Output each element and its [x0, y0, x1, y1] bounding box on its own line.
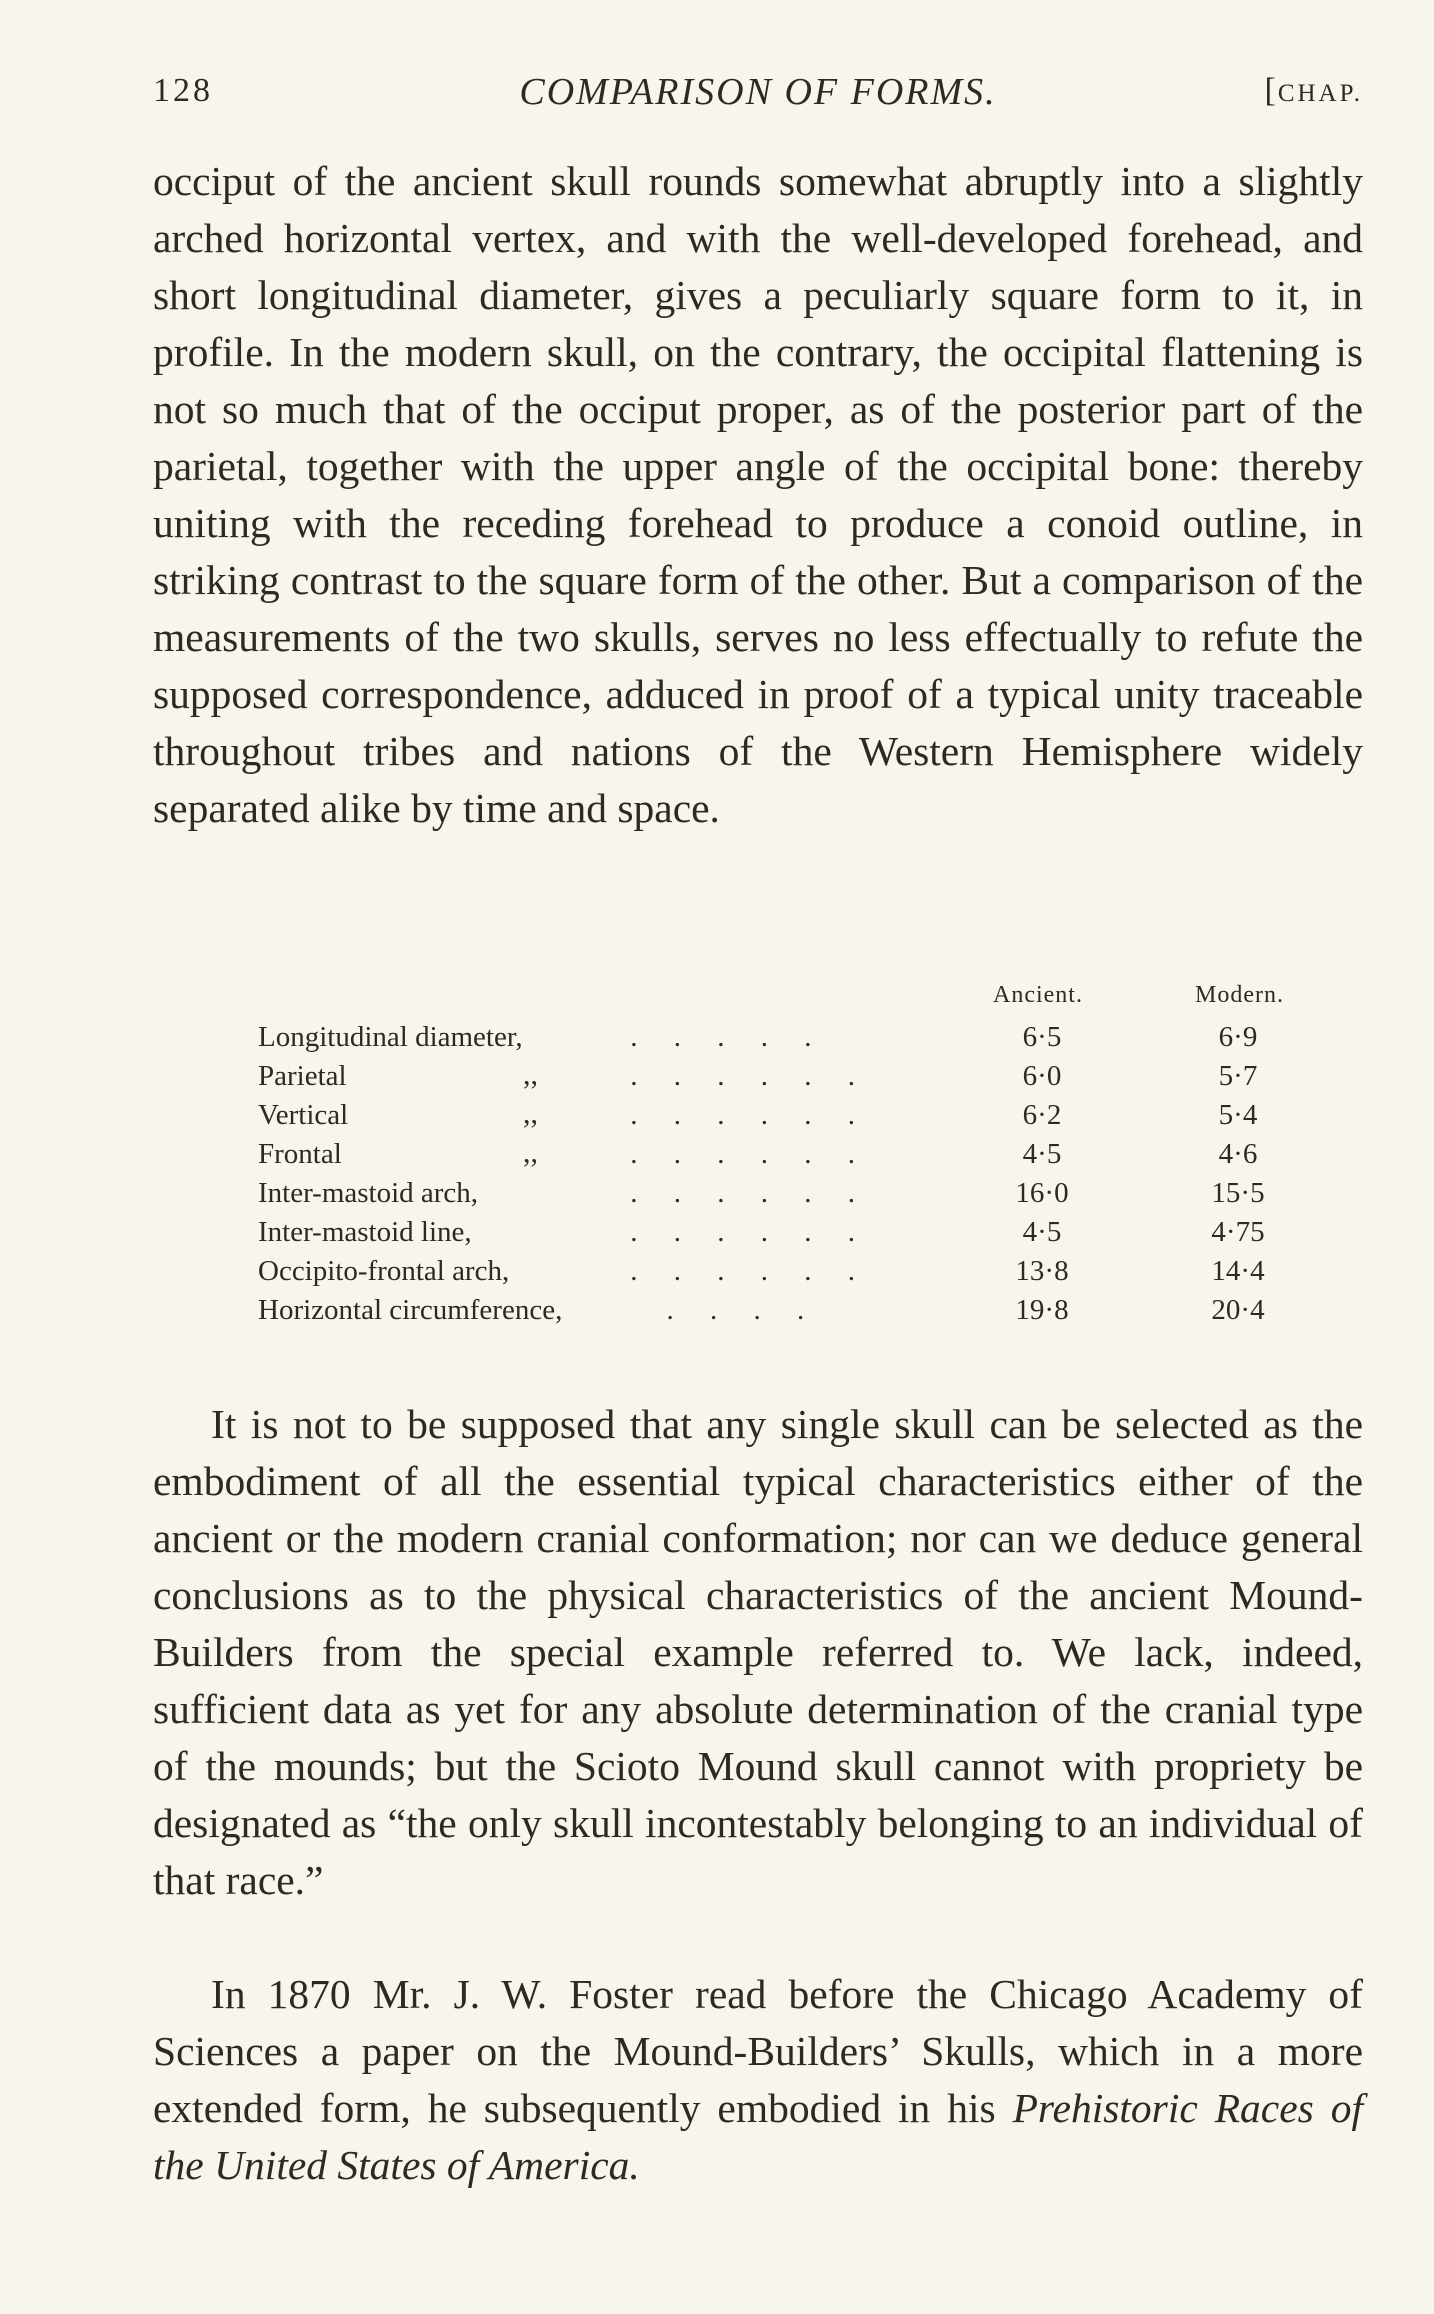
row-label: Longitudinal diameter,: [258, 1021, 523, 1053]
table-row: [258, 1060, 1308, 1099]
modern-value: 14·4: [1211, 1255, 1265, 1287]
running-title: COMPARISON OF FORMS.: [519, 71, 997, 113]
page-number: 128: [153, 72, 213, 109]
ancient-value: 19·8: [1015, 1294, 1069, 1326]
paragraph: It is not to be supposed that any single skull can be selected as the embodiment of all the essential typical characteristics either of the ancient or the modern cranial conformation; nor can we deduce general conclusions as to the physical characteristics of the ancient Mound-Builders from the special example referred to. We lack, indeed, sufficient data as yet for any absolute determination of the cranial type of the mounds; but the Scioto Mound skull cannot with propriety be designated as “the only skull incontestably belonging to an individual of that race.”: [153, 1401, 1363, 1903]
skull-measurements-table: [258, 982, 1308, 1333]
row-label: Frontal: [258, 1138, 342, 1170]
modern-value: 5·7: [1218, 1060, 1258, 1092]
column-header-modern: Modern.: [1195, 982, 1284, 1008]
ditto-mark: ,,: [523, 1136, 538, 1169]
modern-value: 20·4: [1211, 1294, 1265, 1326]
ancient-value: 6·5: [1022, 1021, 1062, 1053]
table-row: [258, 1021, 1308, 1060]
dot-leader: . . . . . .: [623, 1216, 855, 1248]
table-row: [258, 1255, 1308, 1294]
dot-leader: . . . . . .: [623, 1060, 855, 1092]
modern-value: 5·4: [1218, 1099, 1258, 1131]
table-row: [258, 1216, 1308, 1255]
row-label: Occipito-frontal arch,: [258, 1255, 510, 1287]
dot-leader: . . . . . .: [623, 1177, 855, 1209]
book-title: Prehistoric Races of the United States of America.: [153, 2085, 1363, 2188]
row-label: Vertical: [258, 1099, 349, 1131]
ancient-value: 16·0: [1015, 1177, 1069, 1209]
dot-leader: . . . . . .: [623, 1099, 855, 1131]
running-head: [153, 64, 1363, 124]
table-row: [258, 1138, 1308, 1177]
table-header: [258, 982, 1308, 1021]
row-label: Inter-mastoid line,: [258, 1216, 472, 1248]
dot-leader: . . . . .: [623, 1021, 812, 1053]
ancient-value: 4·5: [1022, 1138, 1062, 1170]
dot-leader: . . . .: [623, 1294, 805, 1326]
table-row: [258, 1294, 1308, 1333]
paragraph-continued: occiput of the ancient skull rounds somewhat abruptly into a slightly arched horizontal vertex, and with the well-developed forehead, and short longitudinal diameter, gives a peculiarly square form to it, in profile. In the modern skull, on the contrary, the occipital flattening is not so much that of the occiput proper, as of the posterior part of the parietal, together with the upper angle of the occipital bone: thereby uniting with the receding forehead to produce a conoid outline, in striking contrast to the square form of the other. But a comparison of the measurements of the two skulls, serves no less effectually to refute the supposed correspondence, adduced in proof of a typical unity traceable throughout tribes and nations of the Western Hemisphere widely separated alike by time and space.: [153, 158, 1363, 831]
ancient-value: 13·8: [1015, 1255, 1069, 1287]
modern-value: 15·5: [1211, 1177, 1265, 1209]
table-row: [258, 1177, 1308, 1216]
modern-value: 4·6: [1218, 1138, 1258, 1170]
ancient-value: 6·0: [1022, 1060, 1062, 1092]
paragraph-text: In 1870 Mr. J. W. Foster read before the Chicago Academy of Sciences a paper on the Mound-Builders’ Skulls, which in a more extended form, he subsequently embodied in his: [153, 1971, 1363, 2131]
table-row: [258, 1099, 1308, 1138]
dot-leader: . . . . . .: [623, 1255, 855, 1287]
row-label: Inter-mastoid arch,: [258, 1177, 479, 1209]
row-label: Parietal: [258, 1060, 347, 1092]
chapter-label: [CHAP.: [1264, 72, 1363, 109]
ancient-value: 4·5: [1022, 1216, 1062, 1248]
modern-value: 4·75: [1211, 1216, 1265, 1248]
ditto-mark: ,,: [523, 1058, 538, 1091]
column-header-ancient: Ancient.: [993, 982, 1083, 1008]
paragraph: [153, 1966, 1363, 2194]
row-label: Horizontal circumference,: [258, 1294, 563, 1326]
ancient-value: 6·2: [1022, 1099, 1062, 1131]
dot-leader: . . . . . .: [623, 1138, 855, 1170]
ditto-mark: ,,: [523, 1097, 538, 1130]
modern-value: 6·9: [1218, 1021, 1258, 1053]
